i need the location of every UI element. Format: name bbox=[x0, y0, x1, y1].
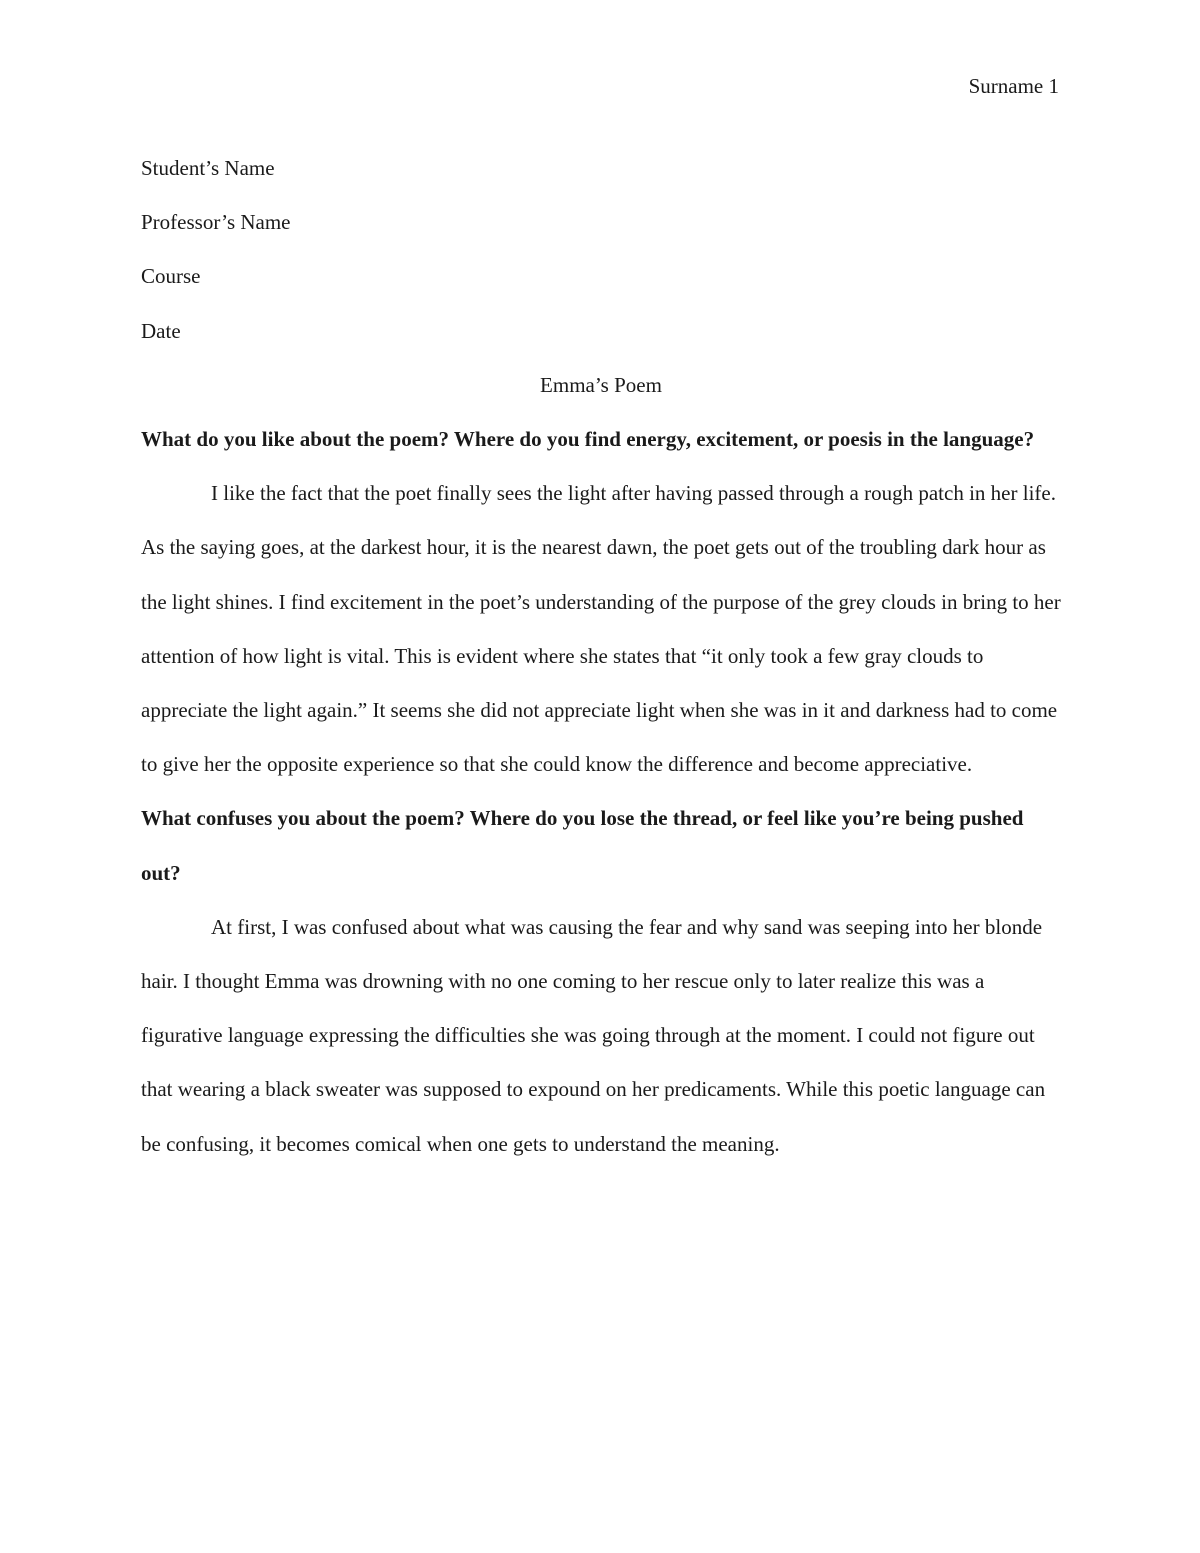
answer-paragraph: I like the fact that the poet finally sees the light after having passed through a rough patch in her life. As the saying goes, at the darkest hour, it is the nearest dawn, the poet gets out of the troubling dark hour as the light shines. I find excitement in the poet’s understanding of the purpose of the grey clouds in bring to her attention of how light is vital. This is evident where she states that “it only took a few gray clouds to appreciate the light again.” It seems she did not appreciate light when she was in it and darkness had to come to give her the opposite experience so that she could know the difference and become appreciative. bbox=[141, 481, 1061, 777]
question-heading: What confuses you about the poem? Where do you lose the thread, or feel like you’re being pushed out? bbox=[141, 806, 1024, 885]
document-title: Emma’s Poem bbox=[540, 372, 662, 397]
question-heading: What do you like about the poem? Where do you find energy, excitement, or poesis in the language? bbox=[141, 427, 1035, 452]
course-name: Course bbox=[141, 264, 201, 289]
professor-name: Professor’s Name bbox=[141, 210, 291, 235]
document-body bbox=[141, 141, 1061, 1171]
date-line: Date bbox=[141, 318, 181, 343]
student-name: Student’s Name bbox=[141, 156, 275, 180]
answer-paragraph: At first, I was confused about what was causing the fear and why sand was seeping into her blonde hair. I thought Emma was drowning with no one coming to her rescue only to later realize this was a figurative language expressing the difficulties she was going through at the moment. I could not figure out that wearing a black sweater was supposed to expound on her predicaments. While this poetic language can be confusing, it becomes comical when one gets to understand the meaning. bbox=[141, 914, 1046, 1156]
running-head: Surname 1 bbox=[968, 74, 1059, 98]
